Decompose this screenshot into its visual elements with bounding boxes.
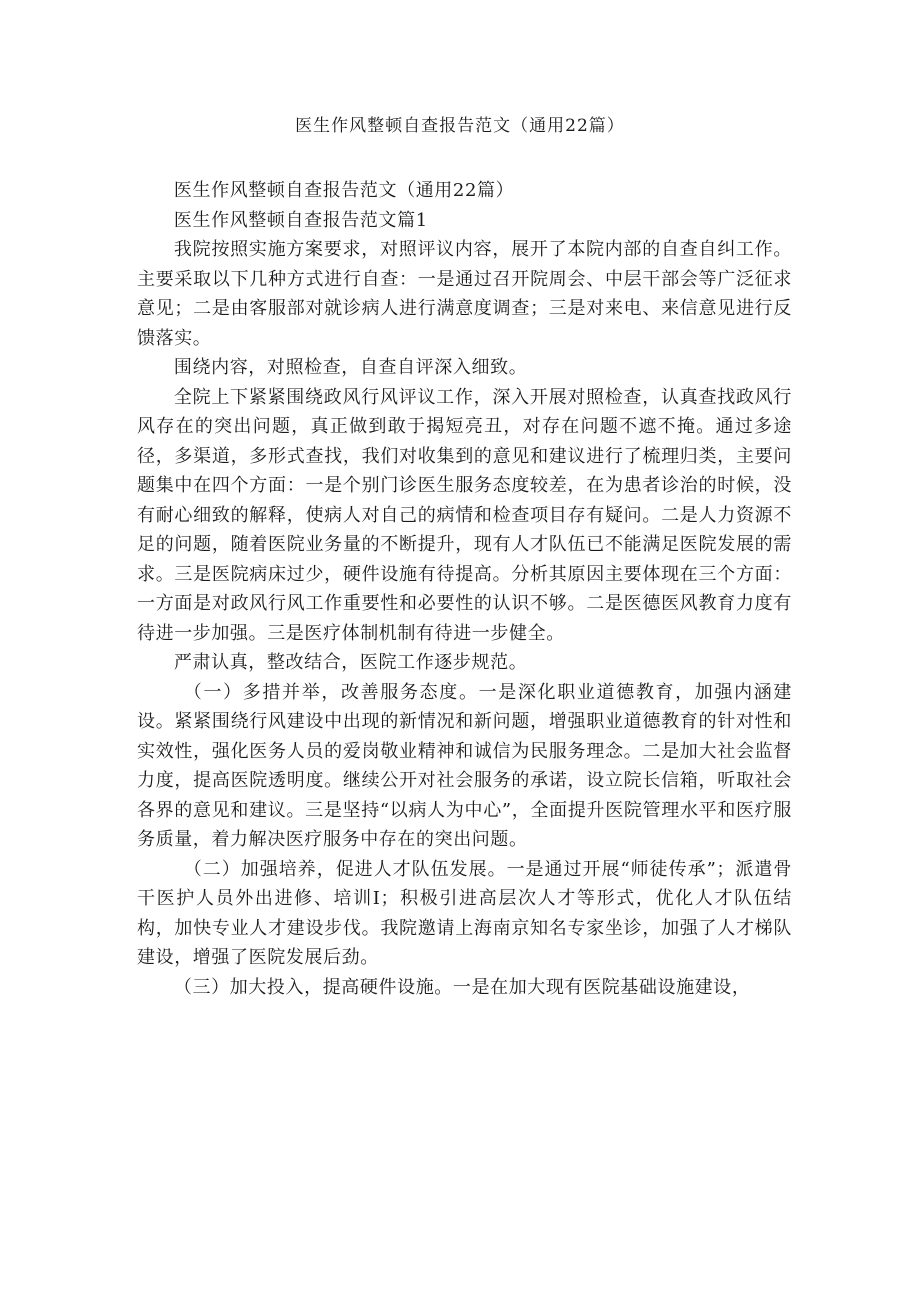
paragraph: 围绕内容，对照检查，自查自评深入细致。 — [173, 357, 528, 378]
paragraph: 我院按照实施方案要求，对照评议内容，展开了本院内部的自查自纠工作。主要采取以下几种方式进行自查：一是通过召开院周会、中层干部会等广泛征求意见；二是由客服部对就诊病人进行满意度调查；三是对来电、来信意见进行反馈落实。 — [137, 239, 792, 349]
document-title: 医生作风整顿自查报告范文（通用22篇） — [295, 116, 625, 136]
paragraph-subtitle: 医生作风整顿自查报告范文（通用22篇） — [173, 180, 515, 201]
paragraph: （一）多措并举，改善服务态度。一是深化职业道德教育，加强内涵建设。紧紧围绕行风建设中出现的新情况和新问题，增强职业道德教育的针对性和实效性，强化医务人员的爱岗敬业精神和诚信为民服务理念。二是加大社会监督力度，提高医院透明度。继续公开对社会服务的承诺，设立院长信箱，听取社会各界的意见和建议。三是坚持“以病人为中心”，全面提升医院管理水平和医疗服务质量，着力解决医疗服务中存在的突出问题。 — [137, 681, 792, 850]
paragraph: （二）加强培养，促进人才队伍发展。一是通过开展“师徒传承”；派遣骨干医护人员外出进修、培训I；积极引进高层次人才等形式，优化人才队伍结构，加快专业人才建设步伐。我院邀请上海南京知名专家坐诊，加强了人才梯队建设，增强了医院发展后劲。 — [137, 858, 792, 968]
paragraph: 全院上下紧紧围绕政风行风评议工作，深入开展对照检查，认真查找政风行风存在的突出问题，真正做到敢于揭短亮丑，对存在问题不遮不掩。通过多途径，多渠道，多形式查找，我们对收集到的意见和建议进行了梳理归类，主要问题集中在四个方面：一是个别门诊医生服务态度较差，在为患者诊治的时候，没有耐心细致的解释，使病人对自己的病情和检查项目存有疑问。二是人力资源不足的问题，随着医院业务量的不断提升，现有人才队伍已不能满足医院发展的需求。三是医院病床过少，硬件设施有待提高。分析其原因主要体现在三个方面：一方面是对政风行风工作重要性和必要性的认识不够。二是医德医风教育力度有待进一步加强。三是医疗体制机制有待进一步健全。 — [137, 386, 792, 644]
paragraph: 严肃认真，整改结合，医院工作逐步规范。 — [173, 652, 528, 673]
document-body — [137, 176, 792, 1002]
paragraph: （三）加大投入，提高硬件设施。一是在加大现有医院基础设施建设， — [173, 976, 751, 998]
paragraph-section-heading: 医生作风整顿自查报告范文篇1 — [173, 209, 428, 231]
